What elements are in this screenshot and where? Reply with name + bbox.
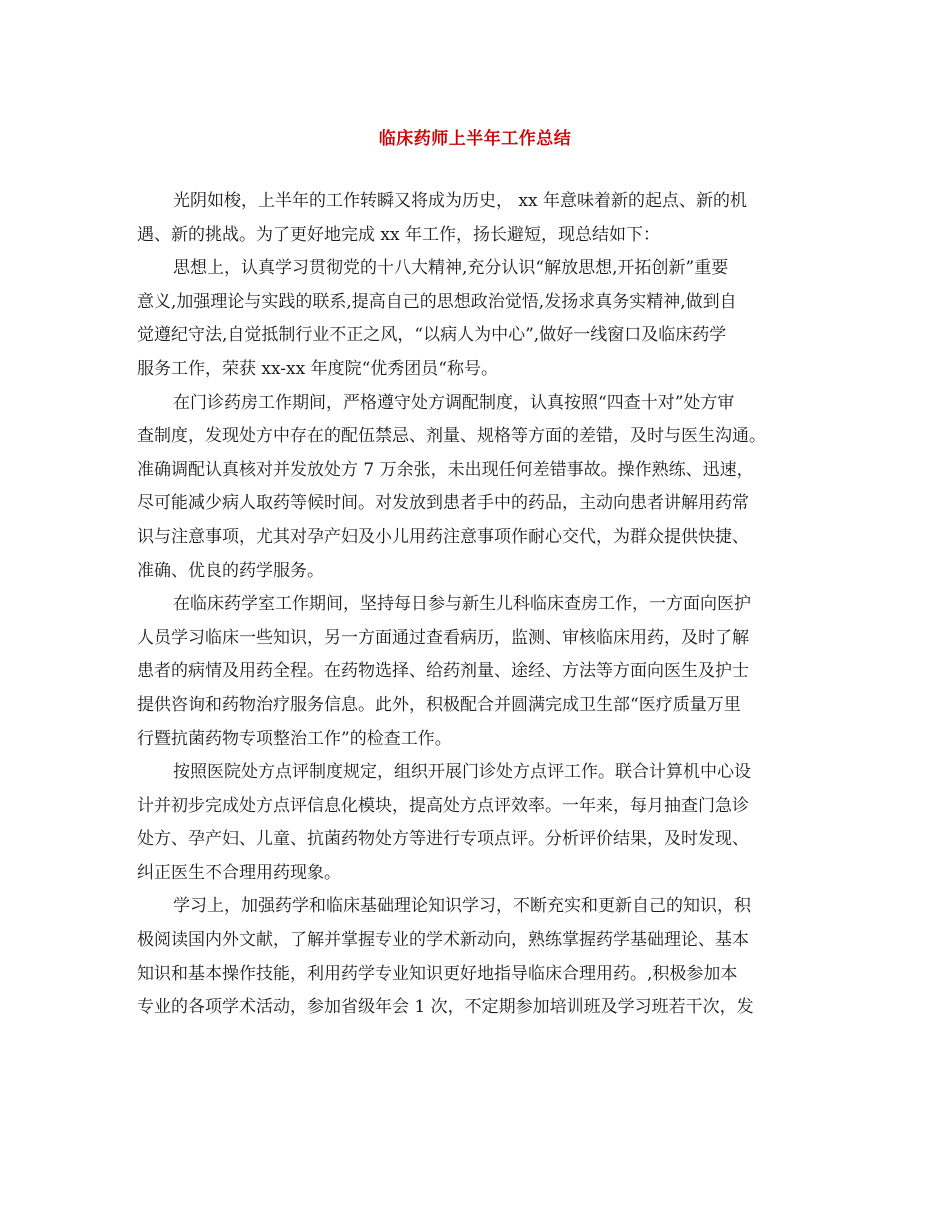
text-line: 在临床药学室工作期间，坚持每日参与新生儿科临床查房工作，一方面向医护 [173,594,751,615]
text-line: 患者的病情及用药全程。在药物选择、给药剂量、途经、方法等方面向医生及护士 [137,661,749,682]
document-title: 临床药师上半年工作总结 [378,129,572,149]
text-line: 服务工作，荣获 xx-xx 年度院“优秀团员“称号。 [137,358,498,379]
text-line: 专业的各项学术活动，参加省级年会 1 次，不定期参加培训班及学习班若干次，发 [137,997,754,1018]
text-line: 纠正医生不合理用药现象。 [137,862,341,883]
document-body [137,185,827,1025]
text-line: 查制度，发现处方中存在的配伍禁忌、剂量、规格等方面的差错，及时与医生沟通。 [137,426,766,447]
text-line: 光阴如梭，上半年的工作转瞬又将成为历史， xx 年意味着新的起点、新的机 [173,191,747,211]
text-line: 提供咨询和药物治疗服务信息。此外，积极配合并圆满完成卫生部“医疗质量万里 [137,694,741,715]
text-line: 知识和基本操作技能，利用药学专业知识更好地指导临床合理用药。,积极参加本 [137,963,738,984]
text-line: 识与注意事项，尤其对孕产妇及小儿用药注意事项作耐心交代，为群众提供快捷、 [137,526,749,547]
text-line: 在门诊药房工作期间，严格遵守处方调配制度，认真按照“四查十对”处方审 [173,392,735,413]
text-line: 遇、新的挑战。为了更好地完成 xx 年工作，扬长避短，现总结如下： [137,224,660,245]
text-line: 思想上，认真学习贯彻党的十八大精神,充分认识“解放思想,开拓创新”重要 [173,258,729,279]
text-line: 尽可能减少病人取药等候时间。对发放到患者手中的药品，主动向患者讲解用药常 [137,493,749,514]
text-line: 按照医院处方点评制度规定，组织开展门诊处方点评工作。联合计算机中心设 [173,762,751,783]
text-line: 学习上，加强药学和临床基础理论知识学习，不断充实和更新自己的知识，积 [173,896,751,917]
text-line: 觉遵纪守法,自觉抵制行业不正之风，“以病人为中心”,做好一线窗口及临床药学 [137,325,727,346]
text-line: 行暨抗菌药物专项整治工作”的检查工作。 [137,728,452,749]
text-line: 准确调配认真核对并发放处方 7 万余张，未出现任何差错事故。操作熟练、迅速， [137,459,754,480]
text-line: 人员学习临床一些知识，另一方面通过查看病历，监测、审核临床用药，及时了解 [137,627,749,648]
text-line: 极阅读国内外文献，了解并掌握专业的学术新动向，熟练掌握药学基础理论、基本 [137,930,749,951]
text-line: 计并初步完成处方点评信息化模块，提高处方点评效率。一年来，每月抽查门急诊 [137,795,749,816]
text-line: 处方、孕产妇、儿童、抗菌药物处方等进行专项点评。分析评价结果，及时发现、 [137,829,749,850]
text-line: 准确、优良的药学服务。 [137,560,324,581]
text-line: 意义,加强理论与实践的联系,提高自己的思想政治觉悟,发扬求真务实精神,做到自 [137,291,737,312]
